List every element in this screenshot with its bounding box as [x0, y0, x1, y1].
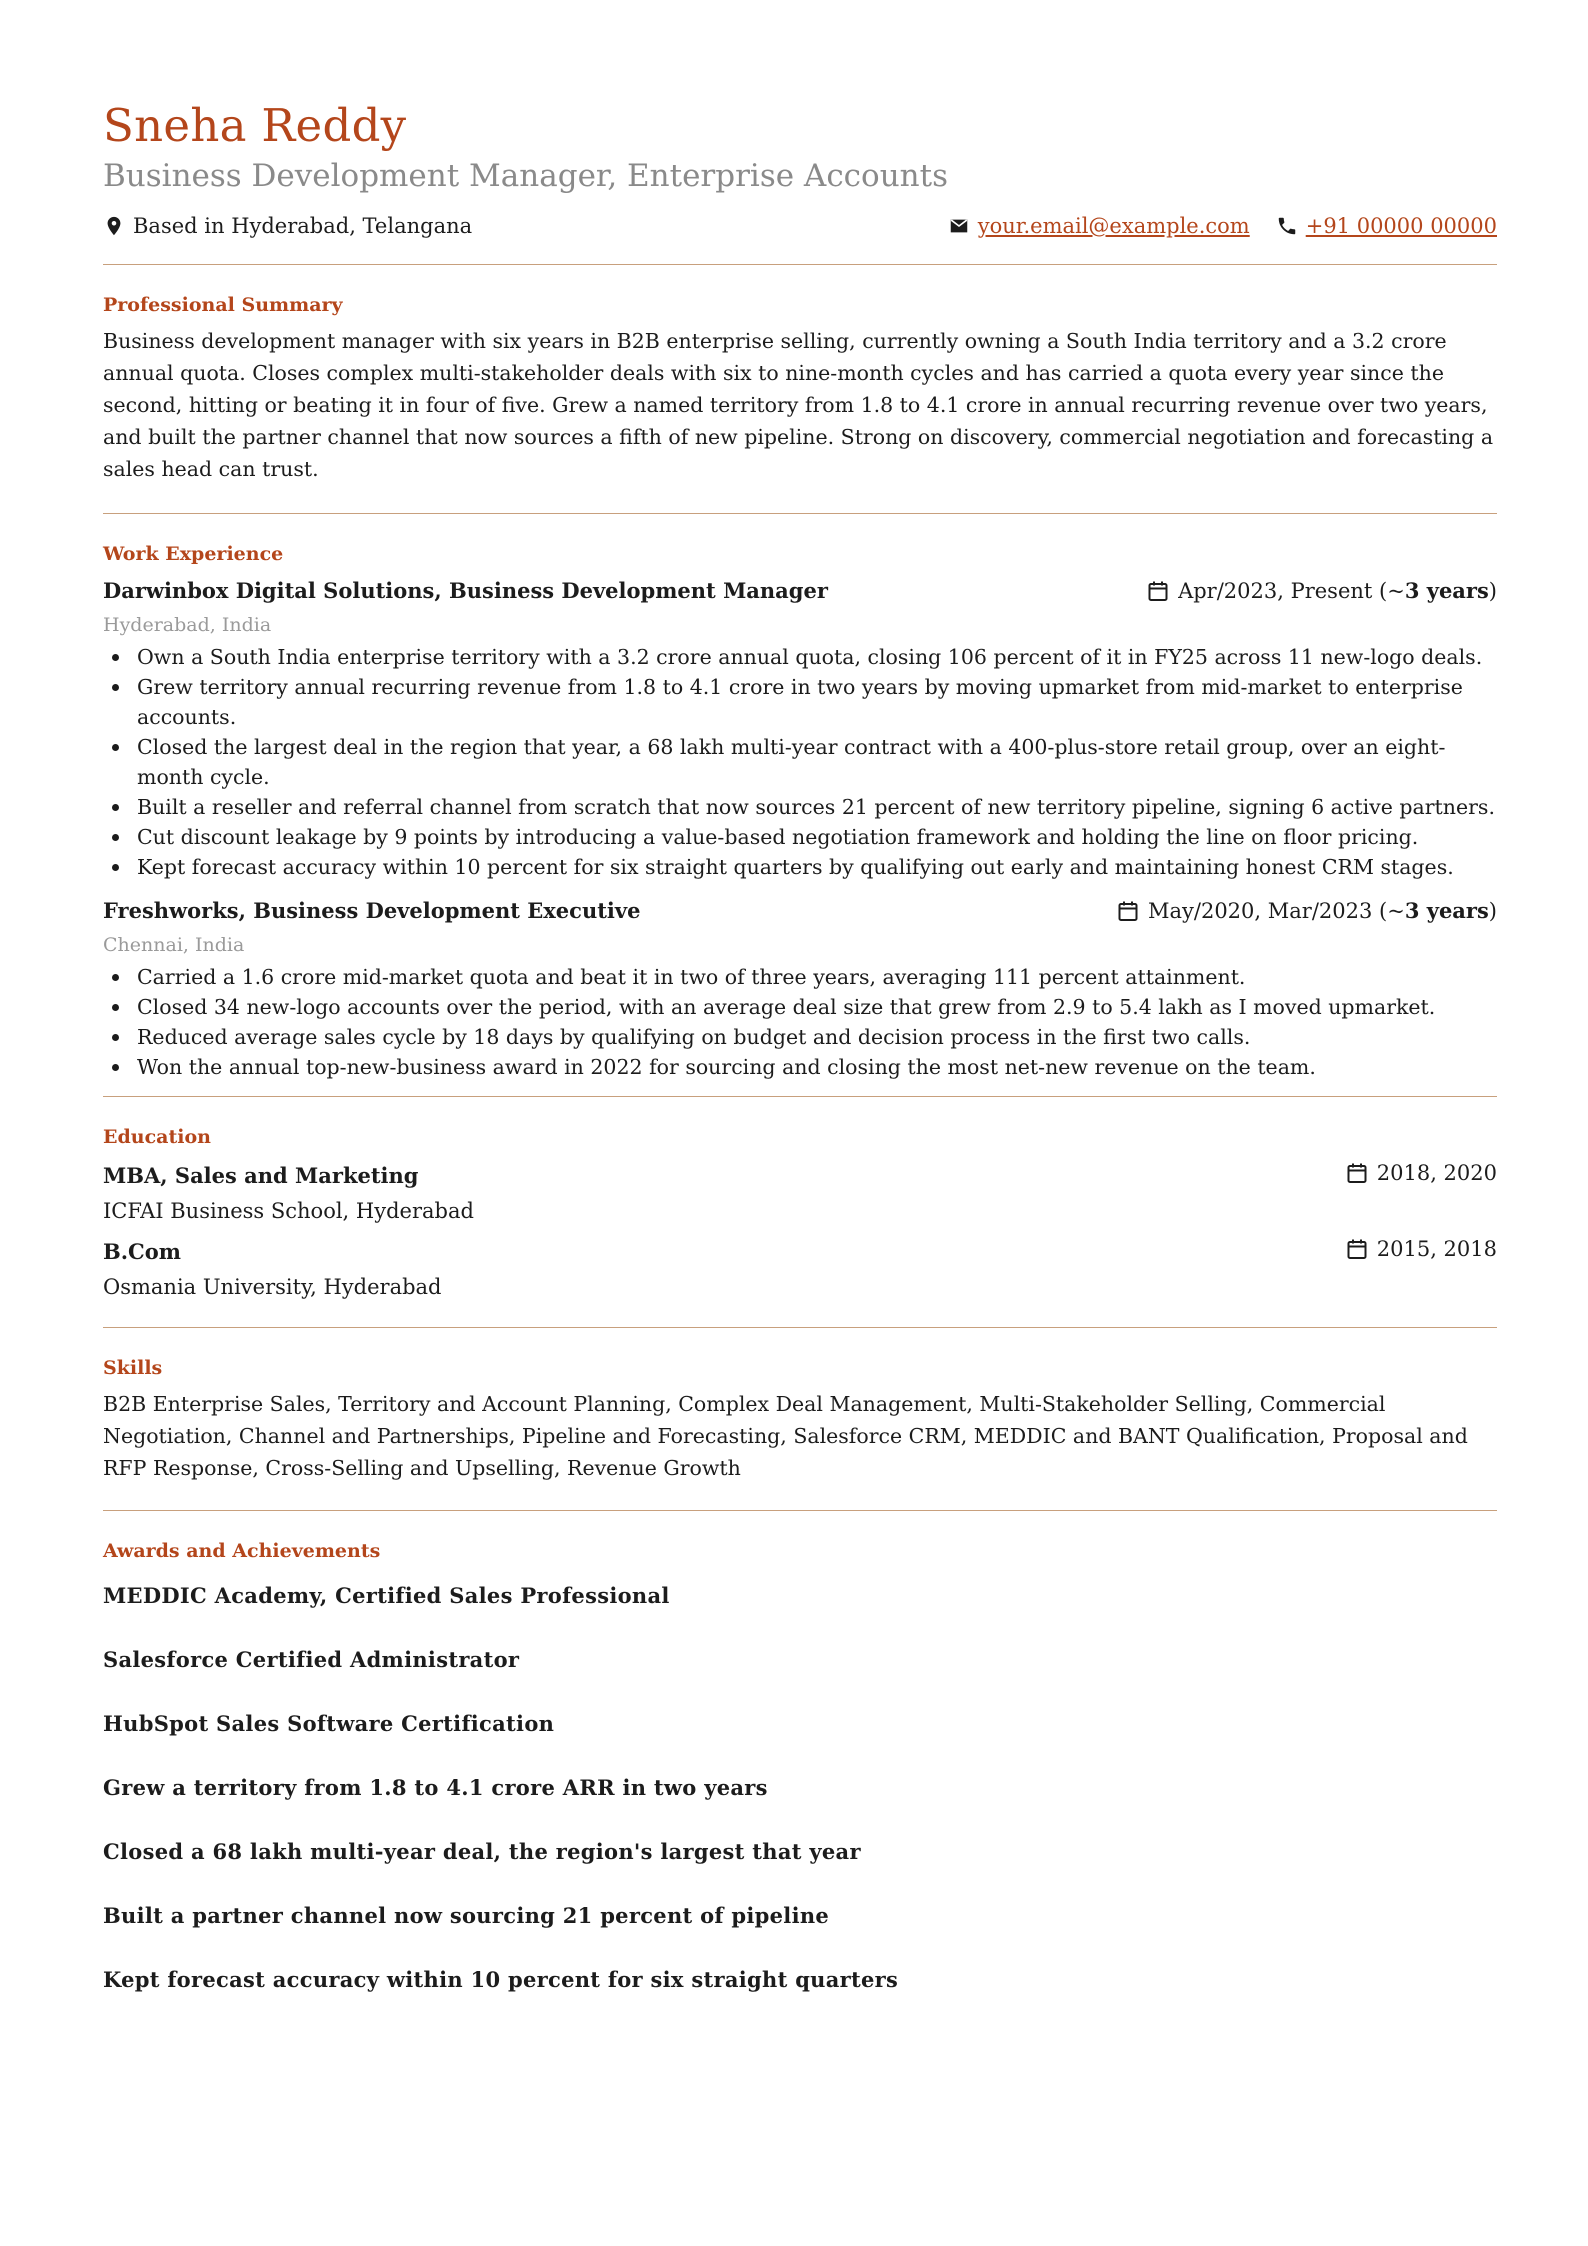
section-title-awards: Awards and Achievements — [103, 1540, 381, 1562]
email-link[interactable]: your.email@example.com — [977, 214, 1250, 238]
job-dates-close: ) — [1488, 578, 1497, 603]
calendar-icon — [1345, 1161, 1369, 1185]
contact-links — [948, 214, 1497, 238]
divider — [103, 264, 1497, 265]
divider — [103, 1327, 1497, 1328]
phone-icon — [1276, 215, 1298, 237]
education-school: ICFAI Business School, Hyderabad — [103, 1199, 474, 1223]
award-item: MEDDIC Academy, Certified Sales Professional — [103, 1583, 670, 1608]
education-degree: MBA, Sales and Marketing — [103, 1163, 419, 1188]
award-item: Built a partner channel now sourcing 21 percent of pipeline — [103, 1903, 830, 1928]
list-item: Closed the largest deal in the region that year, a 68 lakh multi-year contract with a 400-plus-store retail group, over an eight-month cycle. — [103, 732, 1497, 792]
job-entry — [103, 574, 1497, 882]
job-entry — [103, 894, 1497, 1082]
job-role: Business Development Manager — [449, 578, 828, 603]
map-pin-icon — [103, 215, 125, 237]
job-location: Hyderabad, India — [103, 614, 272, 636]
resume-content — [103, 96, 1497, 2029]
job-dates-text: Apr/2023, Present (~ — [1178, 578, 1405, 603]
award-item: HubSpot Sales Software Certification — [103, 1711, 555, 1736]
education-entry — [103, 1157, 1497, 1229]
education-degree: B.Com — [103, 1239, 182, 1264]
job-header — [103, 894, 1497, 928]
job-header — [103, 574, 1497, 608]
calendar-icon — [1146, 579, 1170, 603]
list-item: Own a South India enterprise territory with a 3.2 crore annual quota, closing 106 percent of it in FY25 across 11 new-logo deals. — [103, 642, 1497, 672]
education-school: Osmania University, Hyderabad — [103, 1275, 442, 1299]
award-item: Kept forecast accuracy within 10 percent for six straight quarters — [103, 1967, 899, 1992]
job-duration: 3 years — [1404, 578, 1489, 603]
phone-link[interactable]: +91 00000 00000 — [1305, 214, 1497, 238]
education-header — [103, 1157, 1497, 1193]
section-title-summary: Professional Summary — [103, 294, 343, 316]
list-item: Closed 34 new-logo accounts over the period, with an average deal size that grew from 2.9 to 5.4 lakh as I moved upmarket. — [103, 992, 1497, 1022]
education-dates-text: 2018, 2020 — [1376, 1161, 1497, 1185]
job-bullets — [103, 962, 1497, 1082]
section-title-education: Education — [103, 1126, 211, 1148]
calendar-icon — [1345, 1237, 1369, 1261]
job-dates-text: May/2020, Mar/2023 (~ — [1148, 898, 1405, 923]
job-dates-close: ) — [1488, 898, 1497, 923]
job-dates — [1146, 578, 1497, 603]
education-entry — [103, 1233, 1497, 1305]
calendar-icon — [1116, 899, 1140, 923]
award-item: Grew a territory from 1.8 to 4.1 crore ARR in two years — [103, 1775, 768, 1800]
list-item: Grew territory annual recurring revenue from 1.8 to 4.1 crore in two years by moving upmarket from mid-market to enterprise accounts. — [103, 672, 1497, 732]
candidate-name: Sneha Reddy — [103, 99, 407, 152]
education-dates-text: 2015, 2018 — [1376, 1237, 1497, 1261]
job-company: Freshworks — [103, 898, 239, 923]
location-text: Based in Hyderabad, Telangana — [133, 214, 473, 238]
candidate-title: Business Development Manager, Enterprise Accounts — [103, 158, 949, 194]
job-company: Darwinbox Digital Solutions — [103, 578, 435, 603]
job-company-role: Freshworks, Business Development Executive — [103, 898, 641, 923]
list-item: Kept forecast accuracy within 10 percent for six straight quarters by qualifying out early and maintaining honest CRM stages. — [103, 852, 1497, 882]
summary-text: Business development manager with six years in B2B enterprise selling, currently owning a South India territory and a 3.2 crore annual quota. Closes complex multi-stakeholder deals with six to nine-month cycles and has carried a quota every year since the second, hitting or beating it in four of five. Grew a named territory from 1.8 to 4.1 crore in annual recurring revenue over two years, and built the partner channel that now sources a fifth of new pipeline. Strong on discovery, commercial negotiation and forecasting a sales head can trust. — [103, 329, 1494, 481]
envelope-icon — [948, 215, 970, 237]
divider — [103, 1096, 1497, 1097]
section-title-skills: Skills — [103, 1357, 163, 1379]
divider — [103, 1510, 1497, 1511]
list-item: Cut discount leakage by 9 points by introducing a value-based negotiation framework and holding the line on floor pricing. — [103, 822, 1497, 852]
location-info — [103, 214, 472, 238]
education-dates — [1345, 1237, 1497, 1261]
education-dates — [1345, 1161, 1497, 1185]
skills-text: B2B Enterprise Sales, Territory and Account Planning, Complex Deal Management, Multi-Stakeholder Selling, Commercial Negotiation, Channel and Partnerships, Pipeline and Forecasting, Salesforce CRM, MEDDIC and BANT Qualification, Proposal and RFP Response, Cross-Selling and Upselling, Revenue Growth — [103, 1392, 1468, 1480]
list-item: Carried a 1.6 crore mid-market quota and beat it in two of three years, averaging 111 percent attainment. — [103, 962, 1497, 992]
job-duration: 3 years — [1404, 898, 1489, 923]
job-location: Chennai, India — [103, 934, 245, 956]
section-title-experience: Work Experience — [103, 543, 284, 565]
divider — [103, 513, 1497, 514]
list-item: Won the annual top-new-business award in 2022 for sourcing and closing the most net-new revenue on the team. — [103, 1052, 1497, 1082]
list-item: Reduced average sales cycle by 18 days by qualifying on budget and decision process in the first two calls. — [103, 1022, 1497, 1052]
job-bullets — [103, 642, 1497, 882]
job-role: Business Development Executive — [253, 898, 641, 923]
award-item: Closed a 68 lakh multi-year deal, the region's largest that year — [103, 1839, 861, 1864]
awards-list — [103, 1581, 1497, 1995]
education-header — [103, 1233, 1497, 1269]
job-company-role: Darwinbox Digital Solutions, Business Development Manager — [103, 578, 828, 603]
contact-row — [103, 208, 1497, 248]
job-dates — [1116, 898, 1497, 923]
list-item: Built a reseller and referral channel from scratch that now sources 21 percent of new territory pipeline, signing 6 active partners. — [103, 792, 1497, 822]
award-item: Salesforce Certified Administrator — [103, 1647, 520, 1672]
